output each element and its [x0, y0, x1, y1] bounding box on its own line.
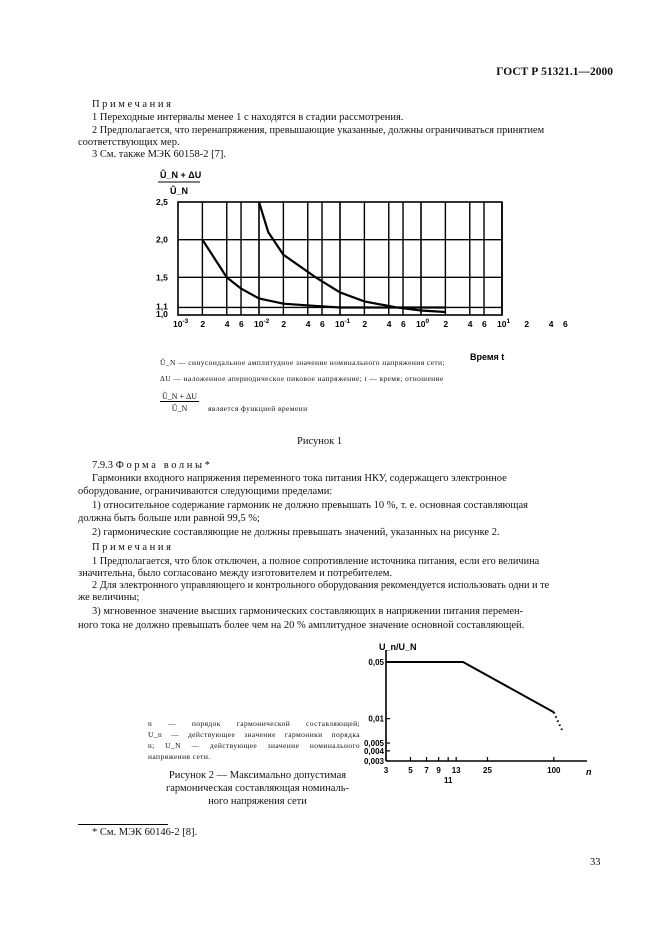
figure-1-decade-exp: -1 [344, 318, 351, 325]
figure-1-fraction-den: Û_N [171, 404, 188, 413]
figure-2-ytick-label: 0,005 [363, 739, 384, 749]
figure-1-xtick-label: 6 [320, 319, 325, 329]
notes2-n1: 1 Предполагается, что блок отключен, а полное сопротивление источника питания, если его величина [92, 556, 540, 567]
figure-1-decade-base: 10 [254, 319, 264, 329]
figure-2-xtick-label: 3 [383, 766, 389, 775]
figure-1-xtick-label: 2 [362, 319, 368, 329]
figure-2-legend-line-3: n; U_N — действующее значение номинального [148, 741, 360, 750]
footnote-rule [78, 824, 168, 825]
figure-1-xtick-label: 6 [401, 319, 406, 329]
figure-1-decade-base: 10 [173, 319, 183, 329]
figure-1-legend-3: является функцией времени [208, 404, 308, 413]
figure-2-ytick-label: 0,01 [368, 714, 384, 724]
figure-1-ytick-label: 2,5 [156, 197, 168, 207]
figure-2-series-limit [386, 662, 554, 712]
figure-1-ytick-label: 1,5 [156, 272, 168, 283]
figure-2-legend-line-1: n — порядок гармонической составляющей; [148, 719, 360, 728]
figure-1-xtick-decade [173, 318, 189, 329]
figure-1-xtick-label: 6 [563, 319, 568, 329]
figure-2-chart [363, 636, 620, 826]
figure-1-xtick-decade [497, 318, 510, 329]
figure-2-caption [145, 769, 370, 808]
figure-1-xtick-label: 4 [386, 319, 392, 329]
figure-1-decade-base: 10 [416, 319, 426, 329]
section-name: Форма волны* [115, 460, 213, 471]
section-number: 7.9.3 [92, 460, 113, 471]
figure-2-caption-1: Рисунок 2 — Максимально допустимая [168, 770, 347, 781]
figure-1-legend-2: ΔU — наложенное апериодическое пиковое напряжение; t — время; отношение [160, 374, 444, 383]
figure-2-legend-line-2: U_n — действующее значение гармоники порядка [148, 730, 360, 739]
figure-1-xtick-label: 4 [548, 319, 554, 329]
page-header: ГОСТ Р 51321.1—2000 [496, 66, 613, 78]
figure-2-series-extension [554, 712, 563, 731]
note-3: 3 См. также МЭК 60158-2 [7]. [92, 149, 227, 160]
figure-1-xtick-label: 4 [305, 319, 311, 329]
figure-2-caption-3: ного напряжения сети [208, 796, 307, 807]
figure-2-legend-line-4: напряжения сети. [148, 752, 211, 761]
figure-1-legend-1: Û_N — синусоидальное амплитудное значение номинального напряжения сети; [160, 358, 445, 367]
figure-1-xtick-decade [416, 318, 429, 329]
figure-1-ytick-label: 1,1 [156, 301, 168, 312]
figure-2-xlabel: n [586, 767, 592, 777]
figure-2-ylabel: U_n/U_N [379, 642, 417, 652]
figure-1-series-upper [259, 202, 445, 312]
section-p1-cont: оборудование, ограничиваются следующими пределами: [78, 486, 333, 497]
notes2-n2: 2 Для электронного управляющего и контрольного оборудования рекомендуется использовать одни и те [92, 580, 550, 591]
figure-1-xtick-label: 6 [239, 319, 244, 329]
figure-1-xlabel: Время t [470, 352, 505, 362]
figure-2-ytick-label: 0,05 [368, 658, 384, 667]
figure-1-decade-exp: -3 [182, 318, 189, 325]
figure-2-ytick-label: 0,003 [363, 757, 384, 766]
page-number: 33 [590, 857, 601, 868]
figure-2-ytick-label: 0,004 [363, 746, 384, 756]
figure-2-xtick-label: 100 [547, 766, 561, 775]
notes2-n2-cont: же величины; [78, 592, 140, 603]
figure-1-ylabel-num: Û_N + ΔU [160, 170, 202, 180]
figure-2-xtick-label-11: 11 [443, 776, 453, 785]
notes-heading: Примечания [92, 99, 174, 110]
figure-1-fraction-num: Û_N + ΔU [162, 392, 197, 401]
figure-2-xtick-label: 5 [408, 766, 413, 775]
figure-1-decade-base: 10 [497, 319, 507, 329]
figure-1-ylabel-den: Û_N [170, 186, 189, 196]
notes2-heading: Примечания [92, 542, 174, 553]
figure-1-xtick-label: 2 [200, 319, 206, 329]
figure-1-ytick-label: 2,0 [156, 234, 168, 245]
section-p3: 2) гармонические составляющие не должны превышать значений, указанных на рисунке 2. [92, 527, 500, 538]
figure-1-decade-exp: 0 [425, 318, 430, 325]
figure-1-xtick-decade [254, 318, 270, 329]
figure-1-xtick-label: 4 [467, 319, 473, 329]
figure-1-xtick-label: 2 [443, 319, 449, 329]
section-title [92, 460, 212, 473]
figure-1-decade-base: 10 [335, 319, 345, 329]
figure-1-xtick-label: 4 [224, 319, 230, 329]
footnote: * См. МЭК 60146-2 [8]. [92, 827, 198, 838]
figure-1-xtick-decade [335, 318, 351, 329]
figure-2-xtick-label: 7 [424, 766, 429, 775]
notes2-p3-cont: ного тока не должно превышать более чем на 20 % амплитудное значение основной составляющей. [78, 620, 525, 631]
figure-1-legend-fraction [160, 392, 199, 413]
figure-1-decade-exp: -2 [263, 318, 270, 325]
figure-2-xtick-label: 9 [436, 766, 441, 775]
figure-2-xtick-label: 25 [483, 766, 492, 775]
figure-1-chart [150, 160, 568, 365]
figure-1-ytick-label: 1,0 [156, 309, 168, 319]
section-p2: 1) относительное содержание гармоник не должно превышать 10 %, т. е. основная составляющая [92, 500, 528, 511]
figure-2-xtick-label: 13 [451, 766, 461, 775]
notes2-n1-cont: значительна, было согласовано между изготовителем и потребителем. [78, 568, 393, 579]
notes2-p3: 3) мгновенное значение высших гармонических составляющих в напряжении питания перемен- [92, 606, 524, 617]
figure-1-decade-exp: 1 [506, 318, 511, 325]
note-1: 1 Переходные интервалы менее 1 с находятся в стадии рассмотрения. [92, 112, 404, 123]
figure-2-legend-1 [148, 718, 360, 762]
section-p2-cont: должна быть больше или равной 99,5 %; [78, 513, 260, 524]
figure-1-xtick-label: 2 [524, 319, 530, 329]
figure-1-caption: Рисунок 1 [297, 436, 343, 447]
figure-1-series-lower [202, 240, 445, 308]
figure-1-xtick-label: 2 [281, 319, 287, 329]
section-p1: Гармоники входного напряжения переменного тока питания НКУ, содержащего электронное [92, 473, 507, 484]
figure-2-caption-2: гармоническая составляющая номиналь- [165, 783, 350, 794]
note-2: 2 Предполагается, что перенапряжения, превышающие указанные, должны ограничиваться принятием [92, 125, 545, 136]
figure-1-xtick-label: 6 [482, 319, 487, 329]
note-2-cont: соответствующих мер. [78, 137, 180, 148]
